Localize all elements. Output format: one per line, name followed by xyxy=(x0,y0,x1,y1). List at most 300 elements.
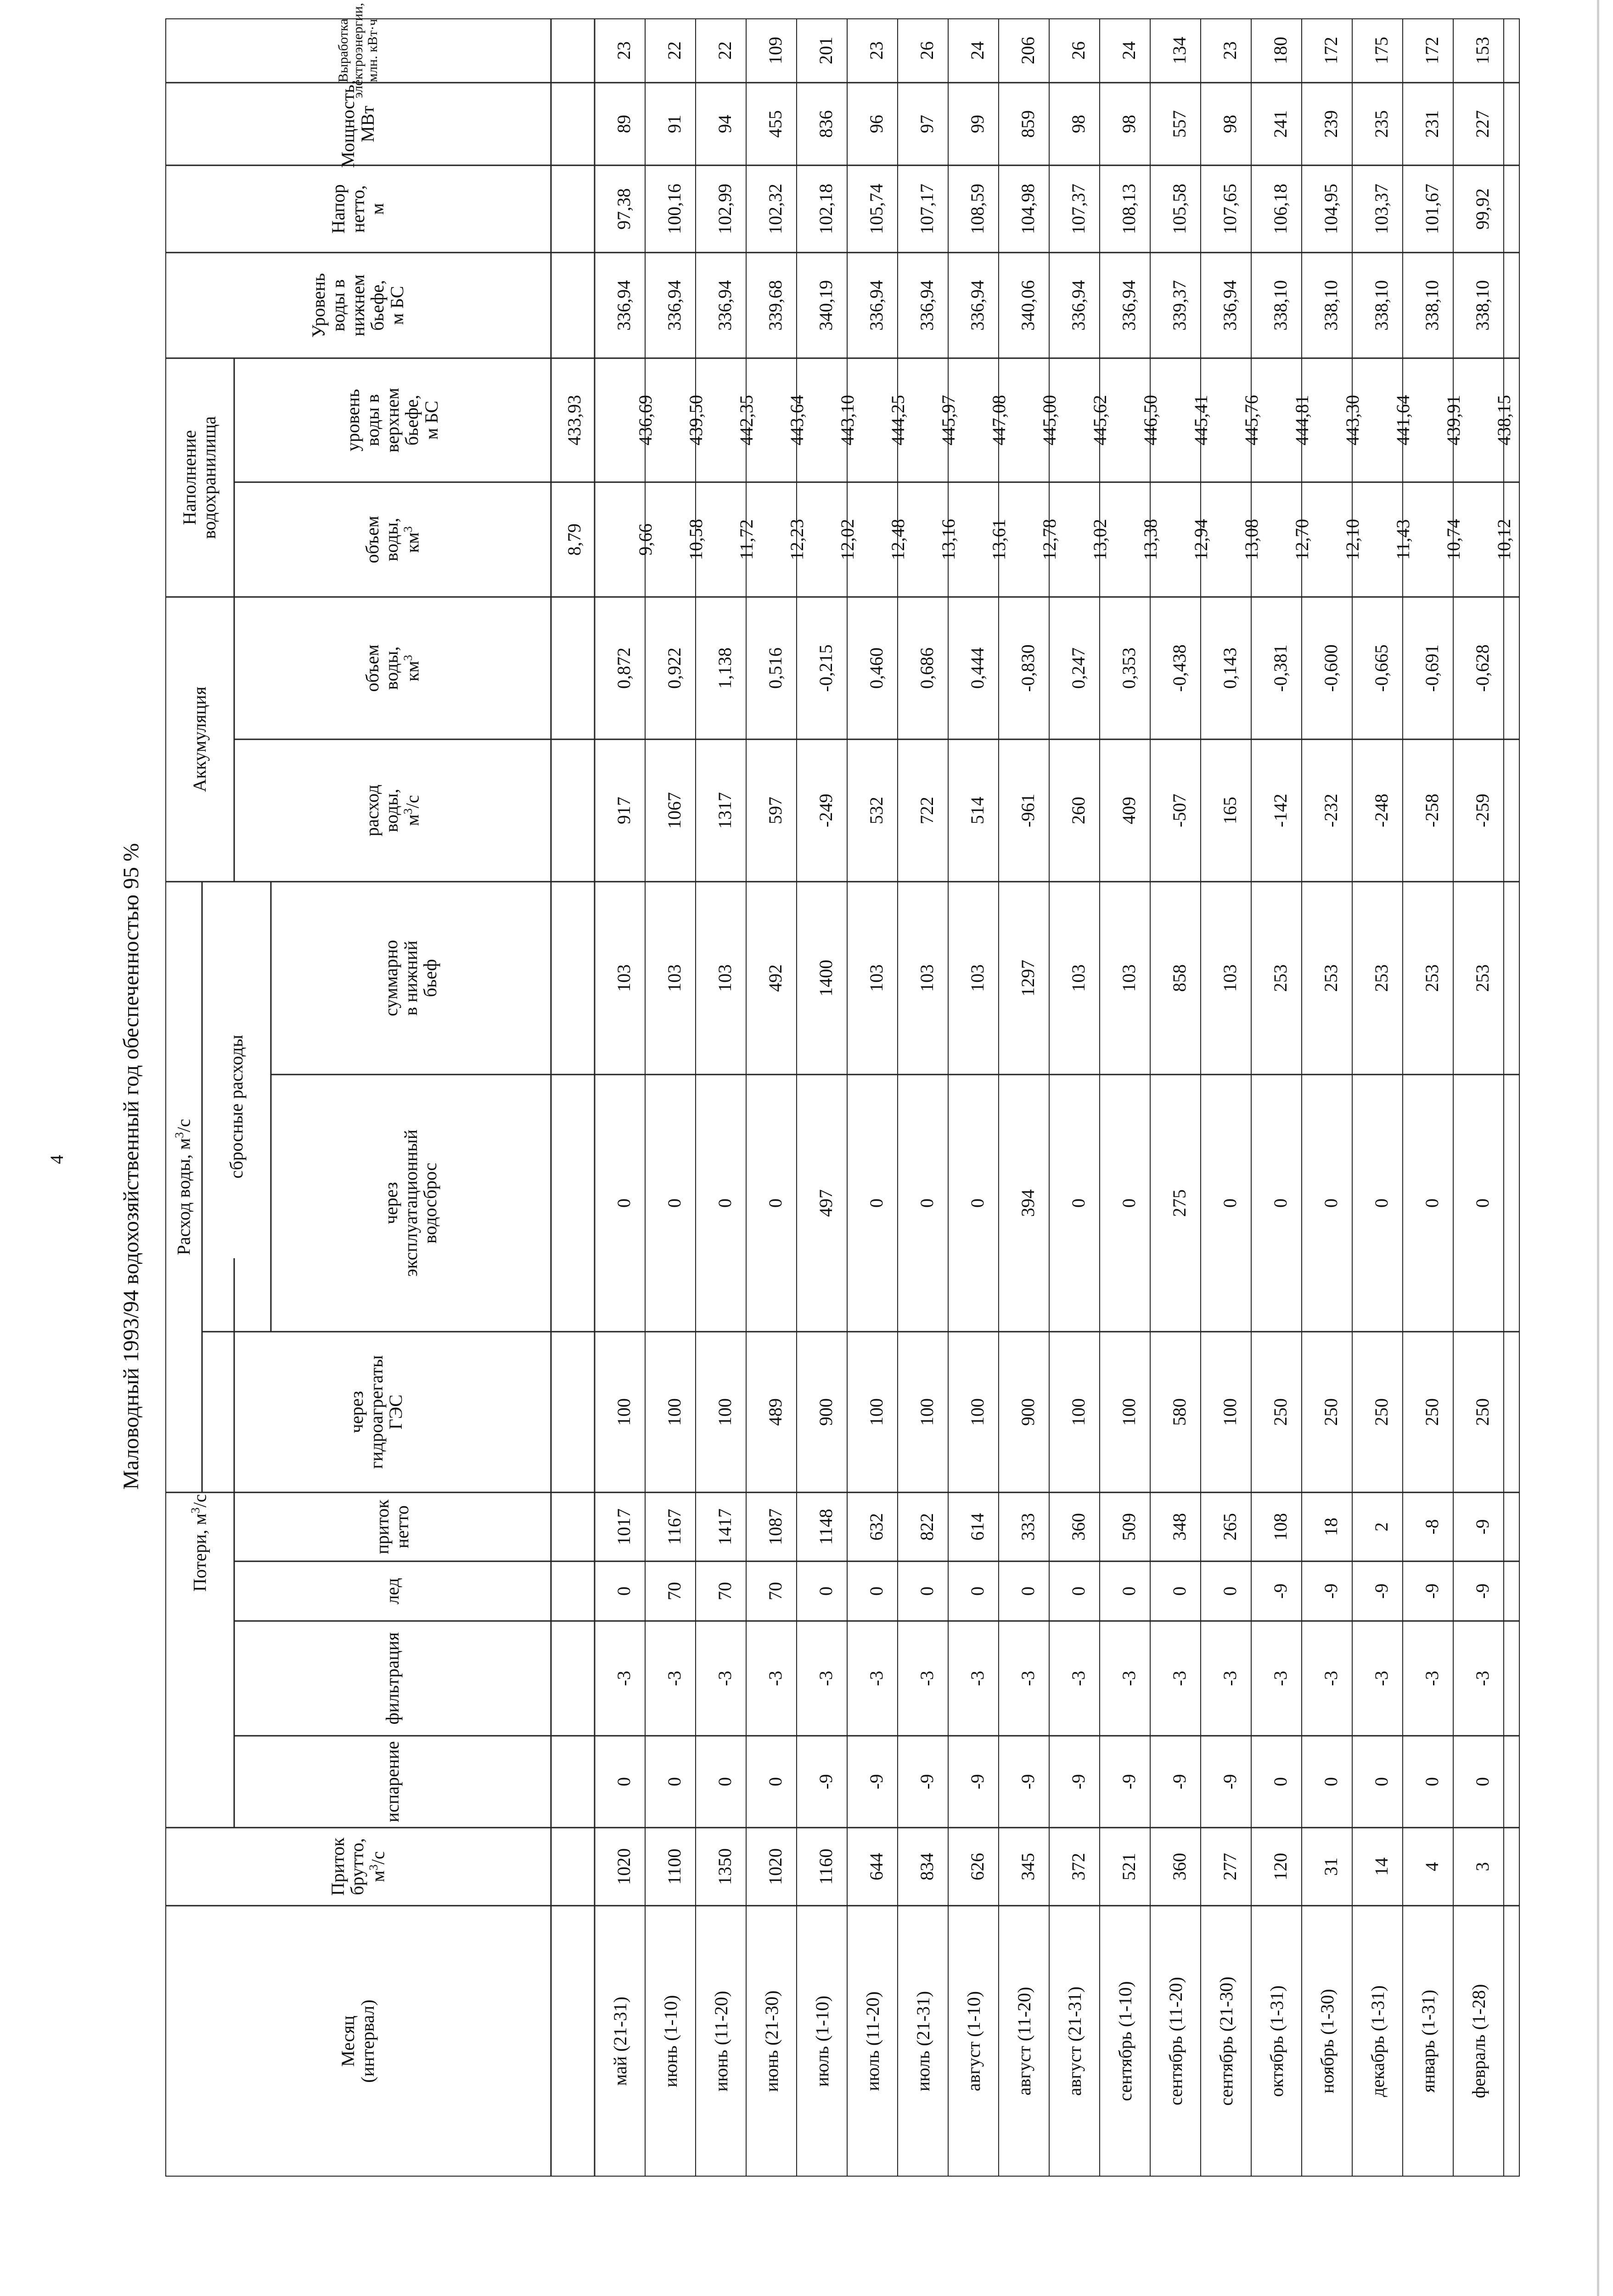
cell-accum-volume: -0,215 xyxy=(815,644,836,692)
cell-via-units: 250 xyxy=(1472,1398,1493,1426)
cell-inflow-gross: 521 xyxy=(1118,1853,1139,1880)
cell-evaporation: 0 xyxy=(1371,1777,1392,1786)
cell-inflow-net: 1087 xyxy=(764,1508,786,1545)
cell-ice: 0 xyxy=(1017,1587,1038,1596)
cell-inflow-net: 2 xyxy=(1371,1522,1392,1531)
cell-total-tailwater: 253 xyxy=(1472,964,1493,992)
cell-power: 235 xyxy=(1371,110,1392,138)
cell-evaporation: -9 xyxy=(916,1774,937,1790)
row-month-label: май (21-31) xyxy=(609,1996,630,2086)
row-month-label: февраль (1-28) xyxy=(1468,1984,1489,2099)
cell-evaporation: -9 xyxy=(967,1774,988,1790)
cell-total-tailwater: 103 xyxy=(916,964,937,992)
cell-total-tailwater: 103 xyxy=(967,964,988,992)
cell-ice: 0 xyxy=(1118,1587,1139,1596)
cell-fill-level: 439,50 xyxy=(685,395,706,445)
page-number: 4 xyxy=(46,1155,67,1164)
cell-accum-volume: -0,381 xyxy=(1270,644,1291,692)
cell-evaporation: 0 xyxy=(1270,1777,1291,1786)
cell-inflow-gross: 345 xyxy=(1017,1853,1038,1880)
cell-ice: -9 xyxy=(1371,1583,1392,1599)
cell-net-head: 104,98 xyxy=(1017,184,1038,234)
cell-energy: 153 xyxy=(1472,37,1493,64)
header-month: Месяц (интервал) xyxy=(337,1999,378,2083)
cell-fill-volume: 12,48 xyxy=(887,519,908,560)
cell-evaporation: 0 xyxy=(764,1777,786,1786)
cell-accum-flow: 409 xyxy=(1118,797,1139,824)
cell-evaporation: -9 xyxy=(866,1774,887,1790)
cell-energy: 22 xyxy=(663,41,685,60)
cell-ice: -9 xyxy=(1320,1583,1341,1599)
cell-energy: 172 xyxy=(1421,37,1442,64)
cell-via-spillway: 394 xyxy=(1017,1189,1038,1217)
cell-net-head: 102,99 xyxy=(714,184,735,234)
cell-accum-volume: 0,353 xyxy=(1118,647,1139,689)
cell-evaporation: 0 xyxy=(613,1777,634,1786)
cell-inflow-net: 1167 xyxy=(663,1508,685,1545)
cell-filtration: -3 xyxy=(1068,1671,1089,1686)
cell-net-head: 108,13 xyxy=(1118,184,1139,234)
cell-energy: 24 xyxy=(1118,41,1139,60)
cell-inflow-gross: 834 xyxy=(916,1853,937,1880)
cell-ice: -9 xyxy=(1270,1583,1291,1599)
cell-fill-level: 445,76 xyxy=(1241,395,1262,445)
cell-inflow-net: 1417 xyxy=(714,1508,735,1545)
cell-accum-flow: -259 xyxy=(1472,793,1493,827)
cell-via-units: 250 xyxy=(1320,1398,1341,1426)
cell-power: 231 xyxy=(1421,110,1442,138)
header-accumulation: Аккумуляция xyxy=(189,687,210,792)
cell-via-units: 580 xyxy=(1169,1398,1190,1426)
cell-fill-level: 445,97 xyxy=(938,395,959,445)
cell-fill-level: 445,62 xyxy=(1089,395,1110,445)
cell-via-spillway: 0 xyxy=(967,1199,988,1208)
cell-evaporation: 0 xyxy=(1421,1777,1442,1786)
cell-fill-volume: 10,12 xyxy=(1493,519,1514,560)
cell-power: 99 xyxy=(967,115,988,133)
row-month-label: октябрь (1-31) xyxy=(1266,1985,1287,2097)
header-inflow-gross: Приток брутто, $м^3/с$ xyxy=(327,1837,388,1896)
header-net-head: Напор нетто, м xyxy=(327,184,388,234)
header-discharge: Расход воды, $м^3/с$ xyxy=(173,1119,194,1255)
cell-accum-flow: 1067 xyxy=(663,792,685,829)
cell-fill-volume: 12,70 xyxy=(1291,519,1312,560)
cell-net-head: 108,59 xyxy=(967,184,988,234)
cell-inflow-net: 360 xyxy=(1068,1513,1089,1541)
header-total-tailwater: суммарно в нижний бьеф xyxy=(380,940,441,1017)
cell-accum-volume: 1,138 xyxy=(714,647,735,689)
cell-inflow-net: 1017 xyxy=(613,1508,634,1545)
cell-power: 557 xyxy=(1169,110,1190,138)
cell-total-tailwater: 103 xyxy=(866,964,887,992)
cell-accum-flow: -507 xyxy=(1169,793,1190,827)
cell-downstream-level: 336,94 xyxy=(1118,280,1139,331)
cell-fill-volume: 13,61 xyxy=(988,519,1009,560)
cell-total-tailwater: 858 xyxy=(1169,964,1190,992)
cell-energy: 23 xyxy=(1219,41,1240,60)
cell-accum-flow: -258 xyxy=(1421,793,1442,827)
cell-filtration: -3 xyxy=(866,1671,887,1686)
cell-energy: 172 xyxy=(1320,37,1341,64)
cell-total-tailwater: 103 xyxy=(714,964,735,992)
cell-fill-volume: 11,72 xyxy=(736,519,757,560)
cell-via-spillway: 0 xyxy=(764,1199,786,1208)
cell-via-spillway: 0 xyxy=(613,1199,634,1208)
cell-via-spillway: 0 xyxy=(714,1199,735,1208)
row-month-label: сентябрь (1-10) xyxy=(1114,1981,1135,2101)
cell-accum-flow: -961 xyxy=(1017,793,1038,827)
cell-power: 91 xyxy=(663,115,685,133)
cell-via-units: 900 xyxy=(1017,1398,1038,1426)
cell-fill-volume: 12,78 xyxy=(1039,519,1060,560)
cell-fill-level: 443,30 xyxy=(1342,395,1363,445)
cell-net-head: 101,67 xyxy=(1421,184,1442,234)
header-ice: лед xyxy=(382,1578,403,1604)
cell-energy: 180 xyxy=(1270,37,1291,64)
cell-via-units: 100 xyxy=(1068,1398,1089,1426)
cell-downstream-level: 338,10 xyxy=(1320,280,1341,331)
cell-via-spillway: 0 xyxy=(1320,1199,1341,1208)
cell-net-head: 103,37 xyxy=(1371,184,1392,234)
cell-energy: 206 xyxy=(1017,37,1038,64)
initial-fill-level: 433,93 xyxy=(563,395,585,445)
cell-accum-flow: -249 xyxy=(815,793,836,827)
cell-downstream-level: 336,94 xyxy=(663,280,685,331)
cell-total-tailwater: 253 xyxy=(1320,964,1341,992)
cell-power: 98 xyxy=(1118,115,1139,133)
cell-energy: 23 xyxy=(613,41,634,60)
cell-power: 94 xyxy=(714,115,735,133)
cell-filtration: -3 xyxy=(1270,1671,1291,1686)
cell-energy: 24 xyxy=(967,41,988,60)
cell-evaporation: 0 xyxy=(1472,1777,1493,1786)
initial-fill-volume: 8,79 xyxy=(563,523,585,556)
cell-downstream-level: 336,94 xyxy=(866,280,887,331)
cell-ice: 0 xyxy=(815,1587,836,1596)
cell-via-spillway: 0 xyxy=(663,1199,685,1208)
row-month-label: сентябрь (21-30) xyxy=(1215,1976,1236,2106)
cell-downstream-level: 336,94 xyxy=(714,280,735,331)
cell-via-units: 250 xyxy=(1371,1398,1392,1426)
cell-inflow-net: -9 xyxy=(1472,1519,1493,1535)
cell-accum-volume: 0,247 xyxy=(1068,647,1089,689)
cell-fill-level: 444,81 xyxy=(1291,395,1312,445)
cell-via-units: 489 xyxy=(764,1398,786,1426)
cell-via-units: 100 xyxy=(1219,1398,1240,1426)
cell-ice: 0 xyxy=(613,1587,634,1596)
cell-net-head: 105,74 xyxy=(866,184,887,234)
cell-total-tailwater: 103 xyxy=(1068,964,1089,992)
cell-evaporation: -9 xyxy=(1017,1774,1038,1790)
cell-inflow-net: -8 xyxy=(1421,1519,1442,1535)
cell-total-tailwater: 103 xyxy=(1118,964,1139,992)
row-month-label: июль (11-20) xyxy=(862,1991,883,2091)
cell-accum-volume: 0,444 xyxy=(967,647,988,689)
header-via-spillway: через эксплуатационный водосброс xyxy=(380,1129,441,1277)
cell-power: 98 xyxy=(1068,115,1089,133)
cell-energy: 134 xyxy=(1169,37,1190,64)
cell-inflow-gross: 31 xyxy=(1320,1857,1341,1876)
document-title: Маловодный 1993/94 водохозяйственный год обеспеченностью 95 % xyxy=(119,843,143,1490)
header-downstream-level: Уровень воды в нижнем бьефе, м БС xyxy=(308,273,408,338)
cell-via-units: 250 xyxy=(1421,1398,1442,1426)
cell-via-spillway: 0 xyxy=(1068,1199,1089,1208)
header-fill-upstream-level: уровень воды в верхнем бьефе, м БС xyxy=(343,388,442,453)
cell-downstream-level: 338,10 xyxy=(1421,280,1442,331)
cell-fill-volume: 13,08 xyxy=(1241,519,1262,560)
cell-accum-volume: -0,600 xyxy=(1320,644,1341,692)
cell-ice: 70 xyxy=(714,1582,735,1600)
cell-inflow-net: 509 xyxy=(1118,1513,1139,1541)
cell-net-head: 107,17 xyxy=(916,184,937,234)
row-month-label: август (1-10) xyxy=(963,1991,984,2092)
row-month-label: июль (1-10) xyxy=(811,1995,832,2087)
cell-filtration: -3 xyxy=(1169,1671,1190,1686)
cell-net-head: 97,38 xyxy=(613,188,634,230)
cell-via-spillway: 0 xyxy=(1118,1199,1139,1208)
cell-evaporation: -9 xyxy=(1068,1774,1089,1790)
cell-inflow-gross: 277 xyxy=(1219,1853,1240,1880)
cell-accum-volume: -0,830 xyxy=(1017,644,1038,692)
cell-inflow-net: 632 xyxy=(866,1513,887,1541)
cell-fill-volume: 13,02 xyxy=(1089,519,1110,560)
cell-accum-volume: 0,872 xyxy=(613,647,634,689)
cell-fill-level: 441,64 xyxy=(1392,395,1413,445)
cell-fill-volume: 11,43 xyxy=(1392,519,1413,560)
cell-inflow-net: 614 xyxy=(967,1513,988,1541)
cell-filtration: -3 xyxy=(714,1671,735,1686)
cell-filtration: -3 xyxy=(815,1671,836,1686)
cell-via-spillway: 0 xyxy=(1472,1199,1493,1208)
cell-fill-volume: 12,02 xyxy=(837,519,858,560)
cell-inflow-net: 348 xyxy=(1169,1513,1190,1541)
cell-energy: 26 xyxy=(1068,41,1089,60)
cell-power: 227 xyxy=(1472,110,1493,138)
cell-filtration: -3 xyxy=(1371,1671,1392,1686)
cell-fill-volume: 13,38 xyxy=(1140,519,1161,560)
cell-total-tailwater: 103 xyxy=(1219,964,1240,992)
cell-filtration: -3 xyxy=(613,1671,634,1686)
row-month-label: ноябрь (1-30) xyxy=(1316,1989,1338,2093)
cell-via-spillway: 0 xyxy=(916,1199,937,1208)
cell-via-units: 100 xyxy=(714,1398,735,1426)
cell-ice: 0 xyxy=(866,1587,887,1596)
cell-net-head: 107,37 xyxy=(1068,184,1089,234)
cell-power: 836 xyxy=(815,110,836,138)
cell-ice: 0 xyxy=(1169,1587,1190,1596)
cell-inflow-gross: 372 xyxy=(1068,1853,1089,1880)
cell-inflow-gross: 1160 xyxy=(815,1848,836,1885)
header-power: Мощность, МВт xyxy=(337,80,378,168)
cell-ice: 0 xyxy=(916,1587,937,1596)
cell-total-tailwater: 1400 xyxy=(815,960,836,996)
cell-filtration: -3 xyxy=(967,1671,988,1686)
cell-via-units: 900 xyxy=(815,1398,836,1426)
cell-inflow-gross: 626 xyxy=(967,1853,988,1880)
cell-accum-flow: 260 xyxy=(1068,797,1089,824)
cell-accum-flow: 597 xyxy=(764,797,786,824)
cell-accum-flow: -232 xyxy=(1320,793,1341,827)
cell-via-units: 100 xyxy=(967,1398,988,1426)
cell-accum-volume: -0,628 xyxy=(1472,644,1493,692)
cell-fill-level: 446,50 xyxy=(1140,395,1161,445)
cell-evaporation: 0 xyxy=(663,1777,685,1786)
cell-ice: 70 xyxy=(663,1582,685,1600)
cell-fill-level: 438,15 xyxy=(1493,395,1514,445)
cell-power: 97 xyxy=(916,115,937,133)
row-month-label: август (21-31) xyxy=(1064,1986,1085,2096)
cell-net-head: 107,65 xyxy=(1219,184,1240,234)
cell-fill-volume: 12,23 xyxy=(786,519,807,560)
cell-filtration: -3 xyxy=(1421,1671,1442,1686)
cell-inflow-gross: 644 xyxy=(866,1853,887,1880)
cell-inflow-gross: 1020 xyxy=(764,1848,786,1885)
cell-ice: 70 xyxy=(764,1582,786,1600)
cell-net-head: 100,16 xyxy=(663,184,685,234)
cell-filtration: -3 xyxy=(1320,1671,1341,1686)
row-month-label: июнь (1-10) xyxy=(660,1995,681,2088)
cell-power: 455 xyxy=(764,110,786,138)
cell-accum-flow: -248 xyxy=(1371,793,1392,827)
cell-filtration: -3 xyxy=(916,1671,937,1686)
cell-net-head: 102,18 xyxy=(815,184,836,234)
cell-total-tailwater: 253 xyxy=(1421,964,1442,992)
row-month-label: июль (21-31) xyxy=(912,1991,933,2092)
cell-accum-flow: 165 xyxy=(1219,797,1240,824)
cell-via-units: 250 xyxy=(1270,1398,1291,1426)
cell-total-tailwater: 103 xyxy=(663,964,685,992)
cell-accum-volume: 0,686 xyxy=(916,647,937,689)
cell-via-units: 100 xyxy=(613,1398,634,1426)
cell-inflow-net: 333 xyxy=(1017,1513,1038,1541)
cell-via-spillway: 0 xyxy=(1270,1199,1291,1208)
cell-net-head: 104,95 xyxy=(1320,184,1341,234)
header-fill-volume: объем воды, $км^3$ xyxy=(361,516,423,563)
cell-fill-volume: 12,10 xyxy=(1342,519,1363,560)
cell-filtration: -3 xyxy=(1472,1671,1493,1686)
cell-via-spillway: 497 xyxy=(815,1189,836,1217)
cell-downstream-level: 338,10 xyxy=(1472,280,1493,331)
cell-inflow-gross: 1020 xyxy=(613,1848,634,1885)
cell-filtration: -3 xyxy=(1118,1671,1139,1686)
cell-total-tailwater: 103 xyxy=(613,964,634,992)
cell-fill-level: 444,25 xyxy=(887,395,908,445)
cell-evaporation: 0 xyxy=(714,1777,735,1786)
header-energy: Выработка электроэнергии, млн. кВт·ч xyxy=(335,3,381,98)
cell-downstream-level: 336,94 xyxy=(1219,280,1240,331)
cell-evaporation: 0 xyxy=(1320,1777,1341,1786)
cell-accum-flow: 514 xyxy=(967,797,988,824)
cell-inflow-gross: 120 xyxy=(1270,1853,1291,1880)
row-month-label: июнь (11-20) xyxy=(710,1991,731,2092)
cell-net-head: 99,92 xyxy=(1472,188,1493,230)
cell-power: 239 xyxy=(1320,110,1341,138)
cell-accum-flow: 722 xyxy=(916,797,937,824)
row-month-label: июнь (21-30) xyxy=(761,1990,782,2092)
header-accum-volume: объем воды, $км^3$ xyxy=(361,644,423,692)
cell-via-units: 100 xyxy=(1118,1398,1139,1426)
cell-inflow-gross: 4 xyxy=(1421,1862,1442,1871)
cell-energy: 23 xyxy=(866,41,887,60)
cell-fill-level: 445,00 xyxy=(1039,395,1060,445)
cell-inflow-gross: 3 xyxy=(1472,1862,1493,1871)
cell-accum-volume: -0,665 xyxy=(1371,644,1392,692)
cell-power: 241 xyxy=(1270,110,1291,138)
cell-fill-level: 443,64 xyxy=(786,395,807,445)
cell-downstream-level: 340,06 xyxy=(1017,280,1038,331)
cell-energy: 175 xyxy=(1371,37,1392,64)
cell-via-spillway: 275 xyxy=(1169,1189,1190,1217)
cell-net-head: 102,32 xyxy=(764,184,786,234)
cell-downstream-level: 339,68 xyxy=(764,280,786,331)
cell-via-spillway: 0 xyxy=(866,1199,887,1208)
cell-energy: 26 xyxy=(916,41,937,60)
cell-evaporation: -9 xyxy=(1219,1774,1240,1790)
cell-energy: 201 xyxy=(815,37,836,64)
cell-via-spillway: 0 xyxy=(1371,1199,1392,1208)
cell-via-units: 100 xyxy=(663,1398,685,1426)
cell-total-tailwater: 492 xyxy=(764,964,786,992)
cell-energy: 109 xyxy=(764,37,786,64)
cell-inflow-net: 265 xyxy=(1219,1513,1240,1541)
cell-net-head: 106,18 xyxy=(1270,184,1291,234)
cell-downstream-level: 336,94 xyxy=(1068,280,1089,331)
cell-fill-level: 436,69 xyxy=(635,395,656,445)
cell-accum-volume: 0,143 xyxy=(1219,647,1240,689)
cell-ice: 0 xyxy=(1068,1587,1089,1596)
cell-fill-level: 442,35 xyxy=(736,395,757,445)
cell-filtration: -3 xyxy=(764,1671,786,1686)
header-losses: Потери, $м^3/с$ xyxy=(189,1494,210,1592)
cell-downstream-level: 340,19 xyxy=(815,280,836,331)
cell-fill-volume: 13,16 xyxy=(938,519,959,560)
cell-ice: 0 xyxy=(1219,1587,1240,1596)
cell-fill-volume: 10,58 xyxy=(685,519,706,560)
row-month-label: декабрь (1-31) xyxy=(1367,1985,1388,2097)
cell-accum-volume: -0,438 xyxy=(1169,644,1190,692)
header-via-units: через гидроагрегаты ГЭС xyxy=(346,1355,406,1469)
cell-inflow-gross: 1100 xyxy=(663,1848,685,1885)
cell-downstream-level: 336,94 xyxy=(967,280,988,331)
header-spill: сбросные расходы xyxy=(225,1035,247,1179)
cell-downstream-level: 339,37 xyxy=(1169,280,1190,331)
header-fill: Наполнение водохранилища xyxy=(179,416,219,539)
cell-ice: -9 xyxy=(1421,1583,1442,1599)
cell-fill-level: 445,41 xyxy=(1190,395,1211,445)
cell-fill-level: 443,10 xyxy=(837,395,858,445)
cell-power: 98 xyxy=(1219,115,1240,133)
cell-fill-volume: 9,66 xyxy=(635,523,656,556)
cell-inflow-net: 1148 xyxy=(815,1508,836,1545)
cell-total-tailwater: 253 xyxy=(1371,964,1392,992)
cell-downstream-level: 336,94 xyxy=(916,280,937,331)
cell-power: 96 xyxy=(866,115,887,133)
reservoir-balance-table xyxy=(165,3,1520,2177)
cell-via-units: 100 xyxy=(916,1398,937,1426)
cell-filtration: -3 xyxy=(663,1671,685,1686)
cell-accum-volume: -0,691 xyxy=(1421,644,1442,692)
cell-inflow-net: 822 xyxy=(916,1513,937,1541)
row-month-label: сентябрь (11-20) xyxy=(1165,1977,1186,2105)
cell-accum-volume: 0,922 xyxy=(663,647,685,689)
cell-evaporation: -9 xyxy=(1118,1774,1139,1790)
cell-energy: 22 xyxy=(714,41,735,60)
cell-accum-flow: -142 xyxy=(1270,793,1291,827)
cell-fill-level: 439,91 xyxy=(1443,395,1464,445)
header-accum-flow: расход воды, $м^3/с$ xyxy=(361,784,423,837)
cell-ice: 0 xyxy=(967,1587,988,1596)
cell-fill-volume: 12,94 xyxy=(1190,519,1211,560)
